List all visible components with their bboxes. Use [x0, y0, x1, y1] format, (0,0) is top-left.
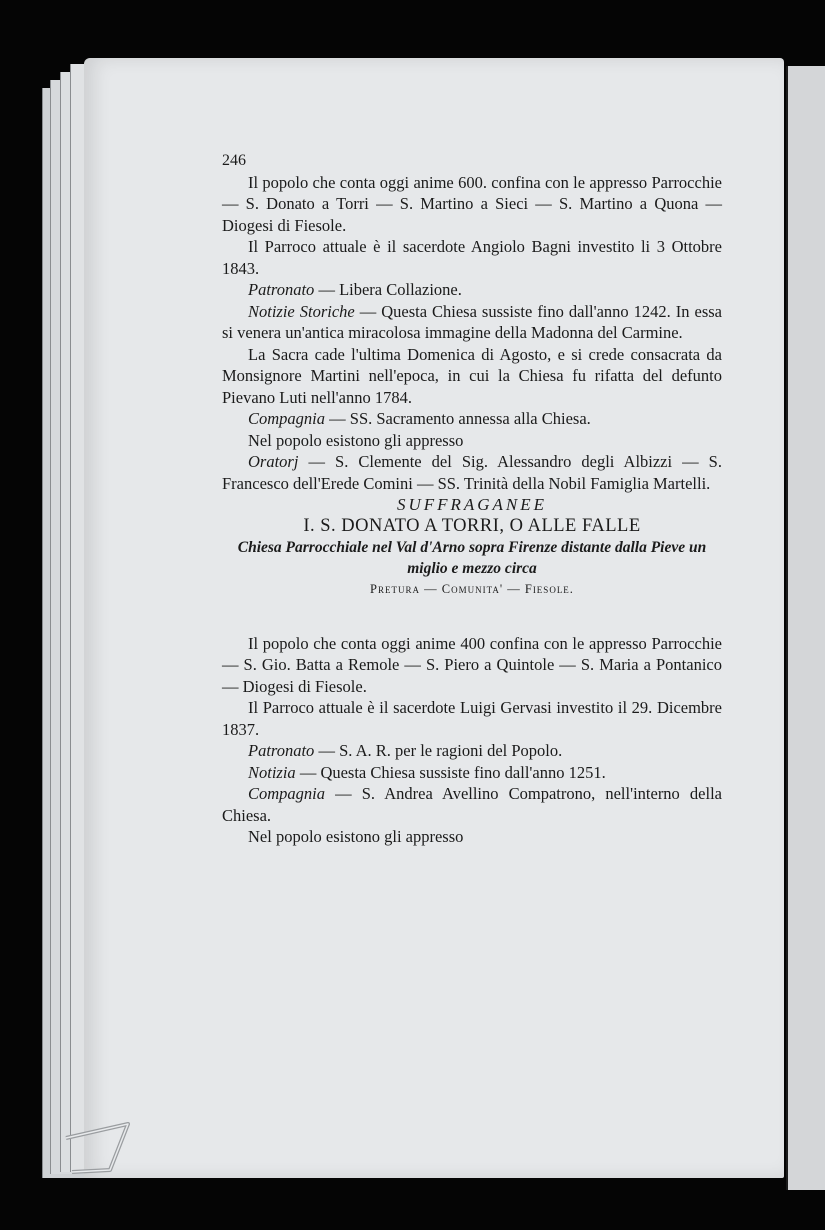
oratorj-label: Oratorj: [248, 452, 299, 471]
patronato2-label: Patronato: [248, 741, 315, 760]
paragraph: La Sacra cade l'ultima Domenica di Agosto, e si crede consacrata da Monsignore Martini nell'epoca, in cui la Chiesa fu rifatta del defunto Pievano Luti nell'anno 1784.: [222, 344, 722, 407]
paragraph: Nel popolo esistono gli appresso: [248, 827, 464, 846]
page-number: 246: [222, 152, 246, 169]
paragraph: [222, 279, 722, 301]
notizia2-text: — Questa Chiesa sussiste fino dall'anno 1251.: [295, 762, 606, 782]
facing-page-edge: [786, 66, 825, 1190]
paragraph: [222, 301, 722, 344]
patronato-label: Patronato: [248, 280, 315, 299]
paragraph: [222, 783, 722, 826]
compagnia-label: Compagnia: [248, 409, 326, 428]
oratorj-text: — S. Clemente del Sig. Alessandro degli Albizzi — S. Francesco dell'Erede Comini — SS. Trinità della Nobil Famiglia Martelli.: [222, 452, 722, 493]
patronato2-text: — S. A. R. per le ragioni del Popolo.: [314, 741, 563, 760]
compagnia2-text: — S. Andrea Avellino Compatrono, nell'interno della Chiesa.: [222, 784, 722, 825]
section-title: I. S. DONATO A TORRI, O ALLE FALLE: [303, 515, 641, 536]
paragraph: Il Parroco attuale è il sacerdote Luigi Gervasi investito il 29. Dicembre 1837.: [222, 698, 722, 739]
pretura-line: Pretura — Comunita' — Fiesole.: [370, 582, 574, 596]
notizia2-label: Notizia: [248, 762, 296, 782]
paragraph: Il Parroco attuale è il sacerdote Angiolo Bagni investito li 3 Ottobre 1843.: [222, 237, 722, 278]
suffraganee-heading: SUFFRAGANEE: [396, 495, 548, 514]
paragraph: [222, 451, 722, 494]
section-body: [222, 633, 722, 848]
paper-clip-icon: [62, 1120, 132, 1176]
notizie-label: Notizie Storiche: [248, 301, 355, 321]
paragraph: [222, 762, 722, 784]
compagnia2-label: Compagnia: [248, 784, 326, 803]
section-subtitle: Chiesa Parrocchiale nel Val d'Arno sopra Firenze distante dalla Pieve un miglio e mezzo circa: [237, 539, 707, 577]
patronato-text: — Libera Collazione.: [314, 280, 462, 299]
notizie-text: — Questa Chiesa sussiste fino dall'anno 1242. In essa si venera un'antica miracolosa immagine della Madonna del Carmine.: [222, 301, 722, 342]
paragraph: Nel popolo esistono gli appresso: [248, 430, 464, 450]
paragraph: Il popolo che conta oggi anime 600. confina con le appresso Parrocchie — S. Donato a Torri — S. Martino a Sieci — S. Martino a Quona — Diogesi di Fiesole.: [222, 172, 722, 235]
compagnia-text: — SS. Sacramento annessa alla Chiesa.: [325, 409, 591, 428]
paragraph: [222, 740, 722, 762]
page-text: [222, 150, 722, 848]
paragraph: [222, 408, 722, 430]
paragraph: Il popolo che conta oggi anime 400 confina con le appresso Parrocchie — S. Gio. Batta a Remole — S. Piero a Quintole — S. Maria a Pontanico — Diogesi di Fiesole.: [222, 633, 722, 696]
